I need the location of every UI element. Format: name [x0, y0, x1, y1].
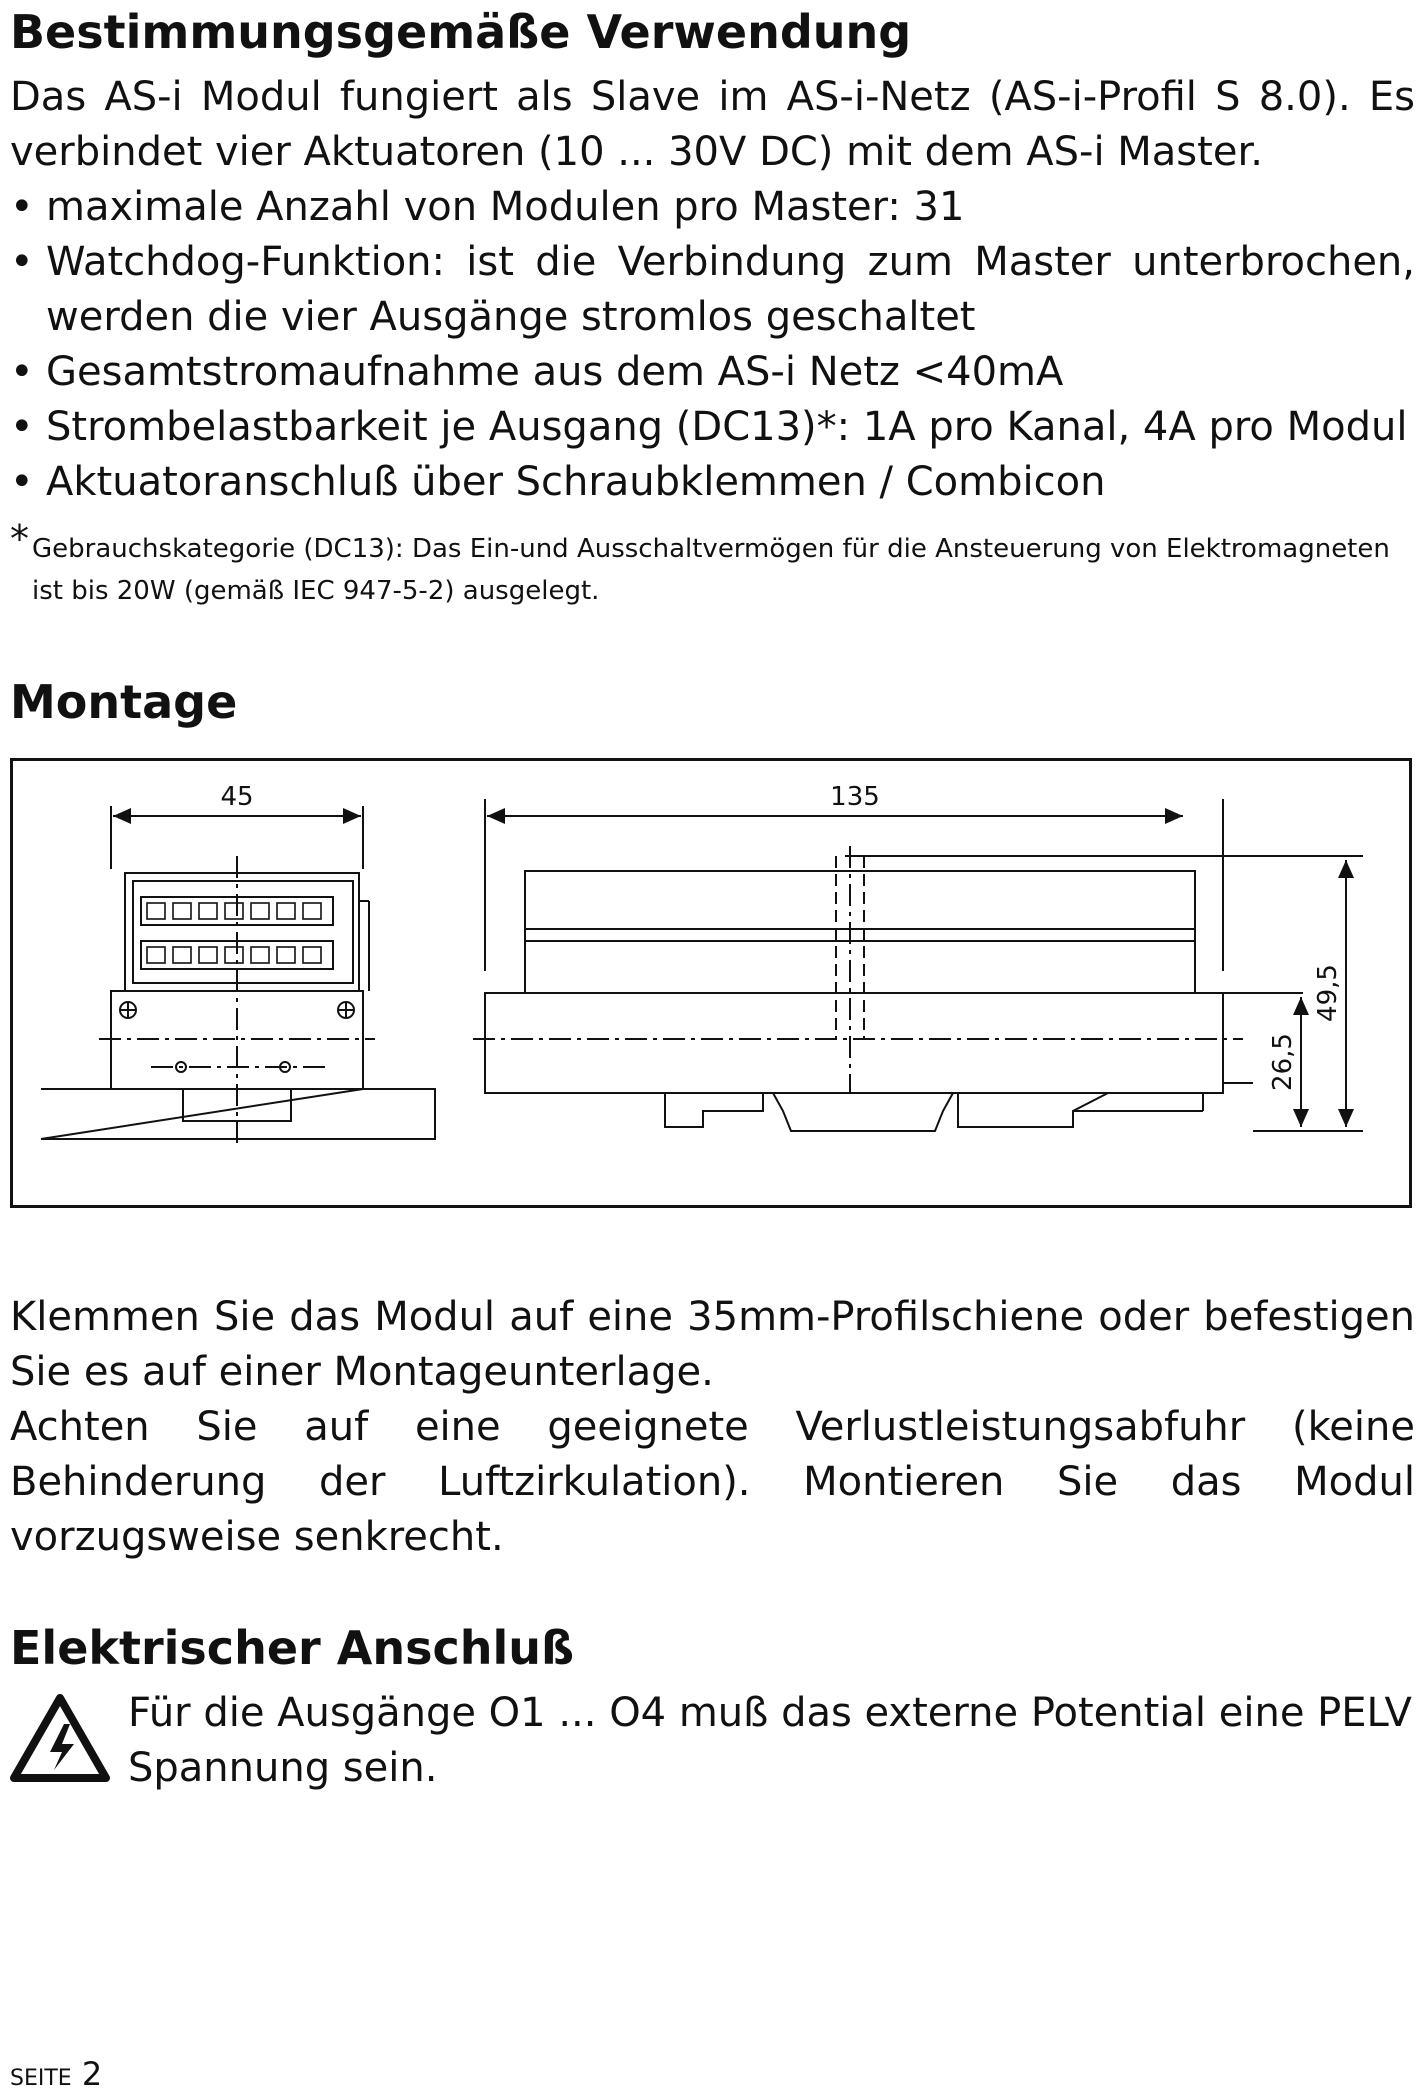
- footer-label: SEITE: [10, 2066, 72, 2091]
- page-footer: [10, 2055, 102, 2093]
- montage-paragraph-2: Achten Sie auf eine geeignete Verlustleistungsabfuhr (keine Behinderung der Luftzirkulation). Montieren Sie das Modul vorzugsweise senkrecht.: [10, 1404, 1415, 1560]
- dimension-height-small-label: 26,5: [1268, 1033, 1298, 1091]
- section-title-electrical: Elektrischer Anschluß: [10, 1621, 575, 1675]
- section-title-intended-use: Bestimmungsgemäße Verwendung: [10, 5, 912, 59]
- footnote-text: Gebrauchskategorie (DC13): Das Ein-und Ausschaltvermögen für die Ansteuerung von Elektromagneten ist bis 20W (gemäß IEC 947-5-2) ausgelegt.: [32, 534, 1390, 606]
- page-number: 2: [81, 2055, 103, 2093]
- feature-item: • Watchdog-Funktion: ist die Verbindung zum Master unterbrochen, werden die vier Ausgänge stromlos geschaltet: [10, 235, 1415, 345]
- dimension-width-label: 45: [220, 782, 254, 812]
- intro-line-1: Das AS-i Modul fungiert als Slave im AS-i-Netz (AS-i-Profil S 8.0). Es: [10, 74, 1415, 120]
- dimension-length-label: 135: [830, 782, 880, 812]
- feature-list: [10, 180, 1415, 510]
- footnote: [10, 517, 1415, 612]
- feature-item: • Strombelastbarkeit je Ausgang (DC13)*: 1A pro Kanal, 4A pro Modul: [10, 400, 1415, 455]
- feature-item: • maximale Anzahl von Modulen pro Master: 31: [10, 180, 1415, 235]
- section-title-montage: Montage: [10, 675, 238, 729]
- feature-item: • Aktuatoranschluß über Schraubklemmen / Combicon: [10, 455, 1415, 510]
- technical-drawing-svg: [13, 761, 1409, 1205]
- dimension-height-large-label: 49,5: [1313, 964, 1343, 1022]
- footnote-marker: *: [10, 517, 29, 561]
- montage-text: [10, 1290, 1415, 1565]
- feature-item: • Gesamtstromaufnahme aus dem AS-i Netz <40mA: [10, 345, 1415, 400]
- warning-text: Für die Ausgänge O1 ... O4 muß das externe Potential eine PELV Spannung sein.: [128, 1690, 1412, 1791]
- intro-line-2: verbindet vier Aktuatoren (10 ... 30V DC) mit dem AS-i Master.: [10, 129, 1263, 175]
- intro-paragraph: [10, 70, 1415, 180]
- high-voltage-warning-icon: [10, 1694, 110, 1784]
- dimension-drawing: [10, 758, 1412, 1208]
- warning-block: [10, 1686, 1415, 1806]
- montage-paragraph-1: Klemmen Sie das Modul auf eine 35mm-Profilschiene oder befestigen Sie es auf einer Montageunterlage.: [10, 1294, 1415, 1395]
